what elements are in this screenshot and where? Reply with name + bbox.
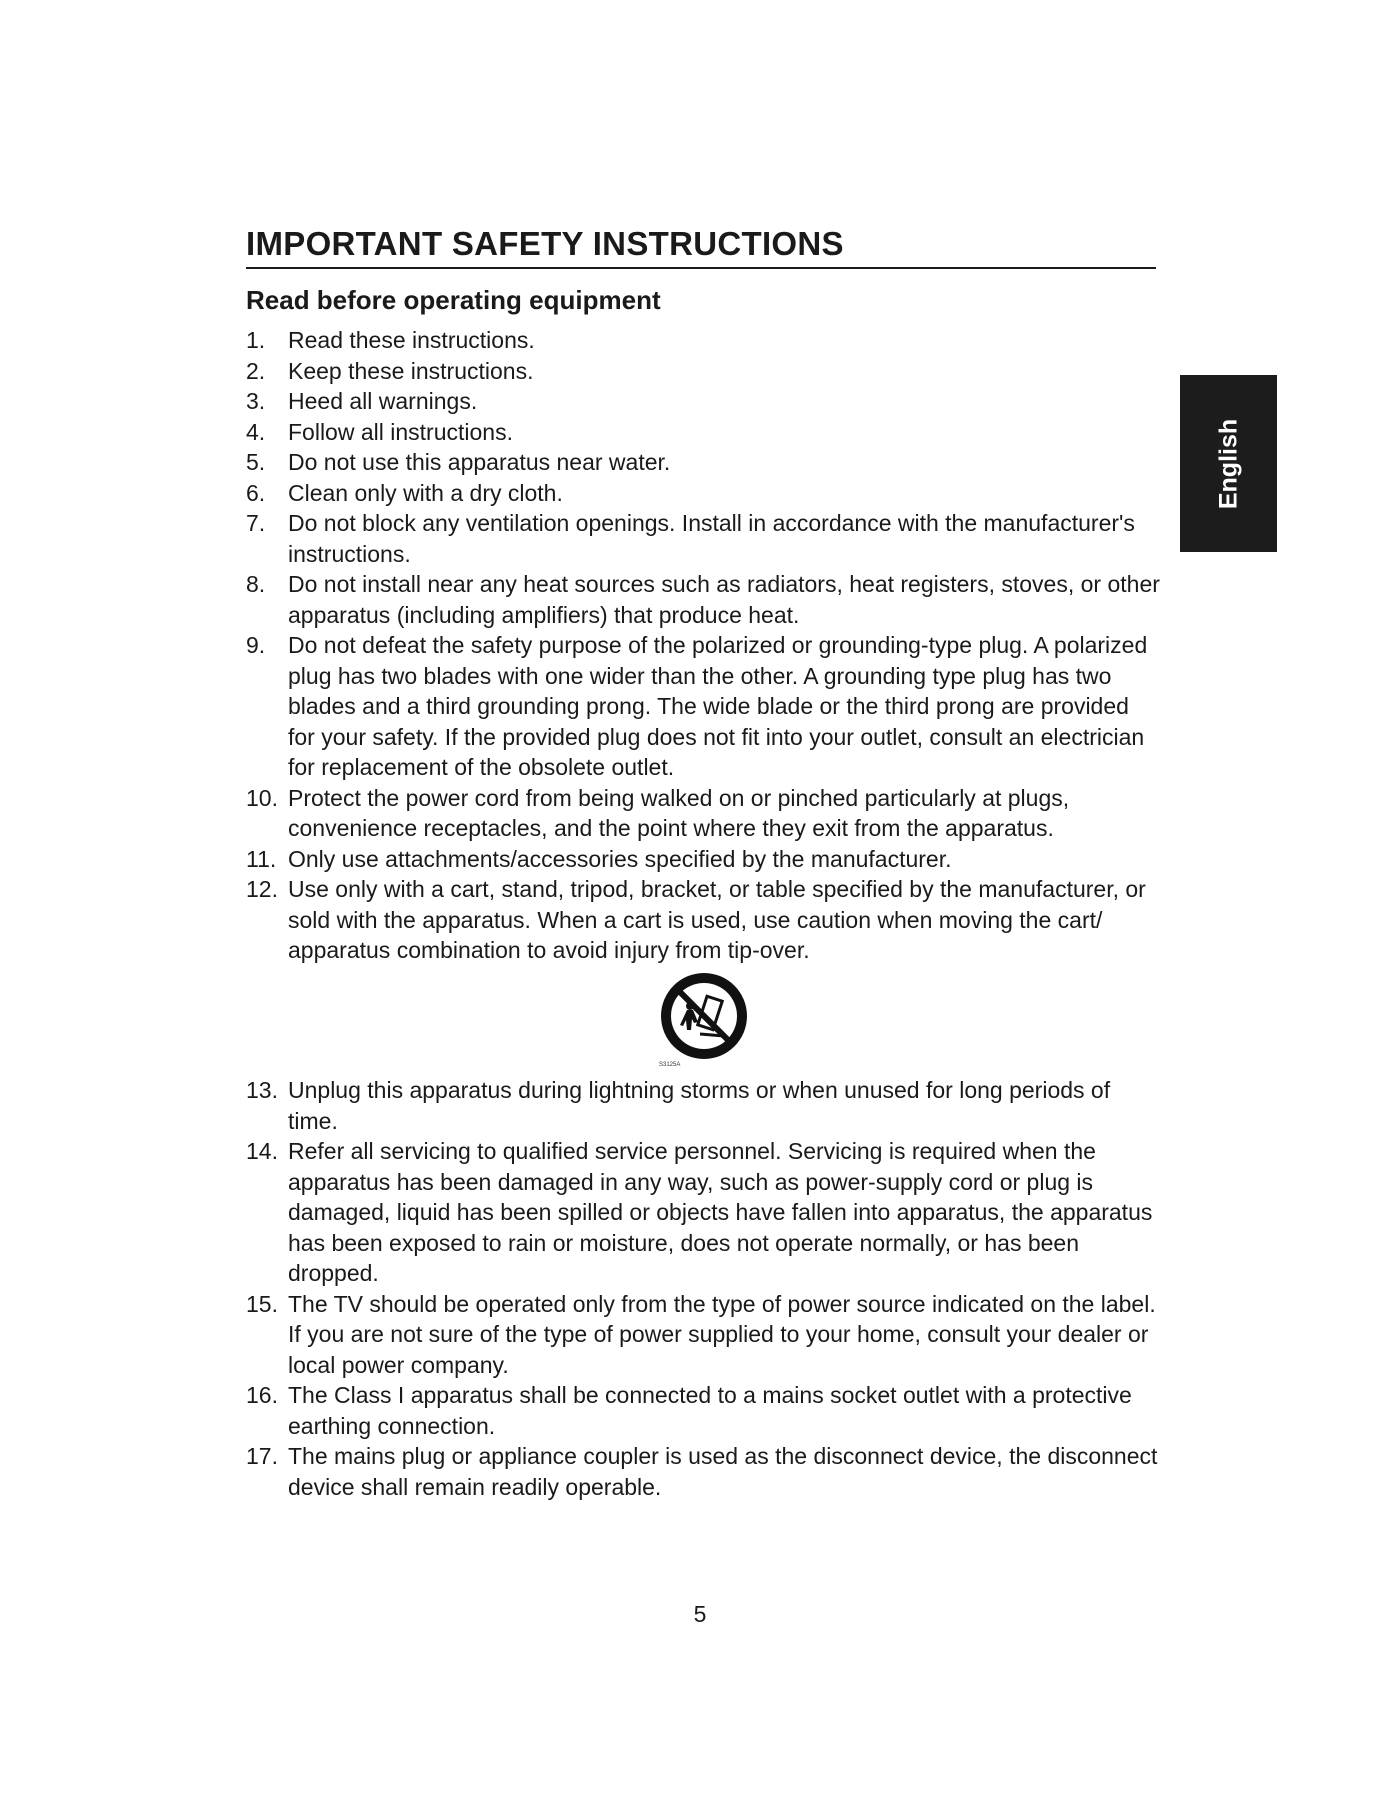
instruction-number: 17. — [246, 1443, 278, 1469]
instruction-item — [246, 569, 1161, 630]
instruction-number: 14. — [246, 1138, 278, 1164]
instruction-text: Keep these instructions. — [288, 357, 534, 384]
instruction-text: Use only with a cart, stand, tripod, bracket, or table specified by the manufacturer, or sold with the apparatus. When a cart is used, use caution when moving the cart/ apparatus combination to avoid injury from tip-over. — [288, 876, 1146, 963]
figure-code-label: S3125A — [659, 1062, 681, 1068]
instruction-number: 10. — [246, 784, 278, 811]
instruction-text: Unplug this apparatus during lightning storms or when unused for long periods of time. — [288, 1077, 1111, 1134]
instruction-text: Protect the power cord from being walked on or pinched particularly at plugs, convenience receptacles, and the point where they exit from the apparatus. — [288, 784, 1070, 841]
instruction-item — [246, 447, 1161, 478]
instruction-item — [246, 630, 1161, 783]
instruction-text: Heed all warnings. — [288, 388, 478, 414]
instruction-item — [246, 478, 1161, 509]
cart-tip-over-figure — [656, 972, 752, 1068]
instruction-text: Follow all instructions. — [288, 418, 513, 445]
instruction-list — [246, 1075, 1161, 1502]
instruction-text: The TV should be operated only from the type of power source indicated on the label. If you are not sure of the type of power supplied to your home, consult your dealer or local power company. — [288, 1290, 1156, 1378]
instruction-number: 3. — [246, 388, 266, 414]
instruction-text: Do not block any ventilation openings. Install in accordance with the manufacturer's instructions. — [288, 510, 1135, 567]
instruction-text: Do not defeat the safety purpose of the polarized or grounding-type plug. A polarized plug has two blades with one wider than the other. A grounding type plug has two blades and a third grounding prong. The wide blade or the third prong are provided for your safety. If the provided plug does not fit into your outlet, consult an electrician for replacement of the obsolete outlet. — [288, 632, 1148, 780]
instruction-item — [246, 417, 1161, 448]
instruction-number: 16. — [246, 1382, 278, 1408]
instruction-number: 12. — [246, 876, 278, 902]
instruction-item — [246, 783, 1161, 844]
instruction-text: Clean only with a dry cloth. — [288, 479, 563, 506]
instruction-item — [246, 356, 1161, 387]
instruction-item — [246, 508, 1161, 569]
language-tab — [1180, 375, 1277, 552]
instruction-number: 9. — [246, 632, 266, 658]
instruction-item — [246, 844, 1161, 875]
instruction-item — [246, 1289, 1161, 1381]
instruction-item — [246, 1380, 1161, 1441]
instruction-item — [246, 386, 1161, 417]
instruction-item — [246, 1075, 1161, 1136]
instruction-text: Do not install near any heat sources such as radiators, heat registers, stoves, or other apparatus (including amplifiers) that produce heat. — [288, 571, 1160, 628]
instruction-text: The mains plug or appliance coupler is used as the disconnect device, the disconnect device shall remain readily operable. — [288, 1443, 1158, 1500]
instruction-text: Read these instructions. — [288, 327, 535, 353]
section-subtitle: Read before operating equipment — [246, 285, 661, 315]
instruction-text: Only use attachments/accessories specified by the manufacturer. — [288, 845, 952, 872]
instruction-number: 6. — [246, 479, 266, 506]
instruction-item — [246, 325, 1161, 356]
instruction-item — [246, 1136, 1161, 1289]
instruction-number: 1. — [246, 327, 266, 353]
instruction-number: 15. — [246, 1290, 278, 1317]
instruction-item — [246, 1441, 1161, 1502]
instruction-number: 4. — [246, 418, 266, 445]
instruction-number: 8. — [246, 571, 266, 597]
language-tab-label: English — [1214, 418, 1242, 509]
instruction-list — [246, 325, 1161, 966]
instruction-item — [246, 874, 1161, 966]
instruction-number: 13. — [246, 1077, 278, 1103]
cart-tip-over-warning-icon — [656, 972, 752, 1068]
instruction-number: 2. — [246, 357, 266, 384]
page-number: 5 — [693, 1601, 707, 1627]
page-title: IMPORTANT SAFETY INSTRUCTIONS — [246, 222, 1156, 269]
instruction-number: 11. — [246, 845, 277, 872]
instruction-number: 5. — [246, 449, 266, 475]
instruction-text: The Class I apparatus shall be connected to a mains socket outlet with a protective earthing connection. — [288, 1382, 1132, 1439]
instruction-number: 7. — [246, 510, 266, 536]
instruction-text: Do not use this apparatus near water. — [288, 449, 671, 475]
instruction-text: Refer all servicing to qualified service personnel. Servicing is required when the apparatus has been damaged in any way, such as power-supply cord or plug is damaged, liquid has been spilled or objects have fallen into apparatus, the apparatus has been exposed to rain or moisture, does not operate normally, or has been dropped. — [288, 1138, 1153, 1286]
